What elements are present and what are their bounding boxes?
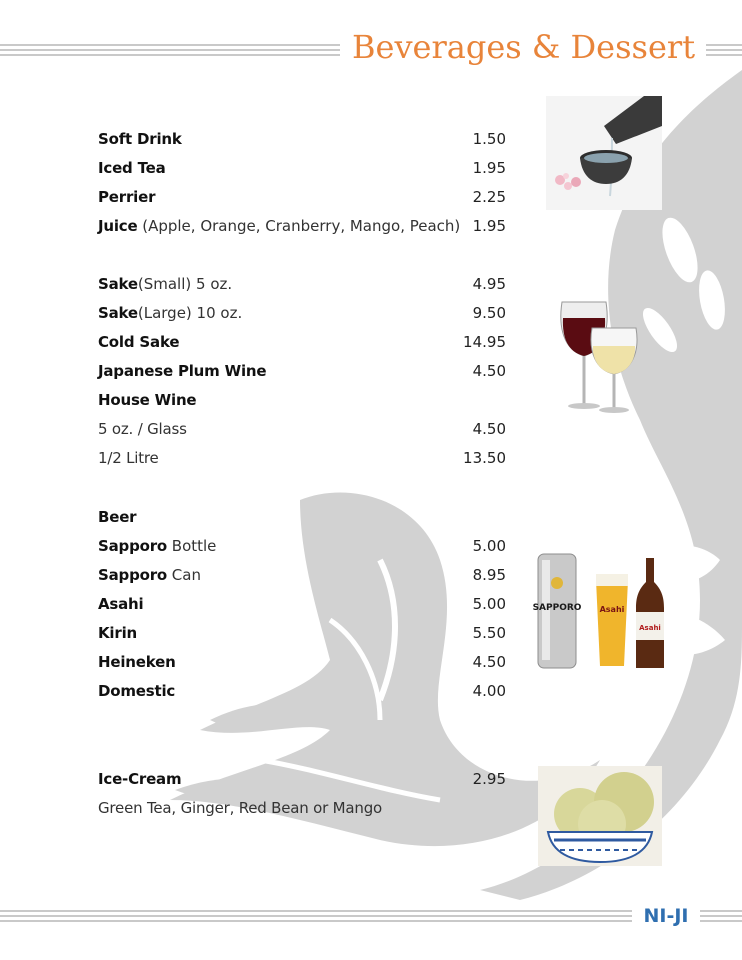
item-name: Heineken bbox=[98, 653, 176, 671]
item-price: 5.00 bbox=[472, 595, 506, 613]
item-price: 14.95 bbox=[463, 333, 506, 351]
menu-item bbox=[98, 214, 506, 238]
item-name: 1/2 Litre bbox=[98, 449, 159, 467]
item-note: (Small) 5 oz. bbox=[137, 275, 233, 293]
item-name: Asahi bbox=[98, 595, 144, 613]
menu-item bbox=[98, 534, 506, 558]
sake-photo bbox=[546, 96, 662, 210]
item-name: Ice-Cream bbox=[98, 770, 182, 788]
item-name: Sake bbox=[98, 275, 138, 293]
item-price: 4.50 bbox=[472, 362, 506, 380]
menu-item bbox=[98, 156, 506, 180]
menu-item bbox=[98, 563, 506, 587]
menu-item bbox=[98, 330, 506, 354]
menu-item bbox=[98, 359, 506, 383]
item-name: Japanese Plum Wine bbox=[98, 362, 267, 380]
section-heading bbox=[98, 505, 506, 529]
menu-item bbox=[98, 417, 506, 441]
header-rule-left bbox=[0, 44, 340, 56]
menu-item bbox=[98, 127, 506, 151]
menu-item bbox=[98, 650, 506, 674]
item-name: Beer bbox=[98, 508, 137, 526]
item-note: (Apple, Orange, Cranberry, Mango, Peach) bbox=[137, 217, 461, 235]
item-price: 4.50 bbox=[472, 653, 506, 671]
item-price: 5.50 bbox=[472, 624, 506, 642]
item-name: Perrier bbox=[98, 188, 156, 206]
menu-item bbox=[98, 767, 506, 791]
item-price: 4.50 bbox=[472, 420, 506, 438]
item-price: 1.50 bbox=[472, 130, 506, 148]
menu-item bbox=[98, 272, 506, 296]
beer-bottle-label: Asahi bbox=[639, 624, 661, 632]
menu-item bbox=[98, 679, 506, 703]
item-name: Iced Tea bbox=[98, 159, 166, 177]
item-price: 5.00 bbox=[472, 537, 506, 555]
item-name: House Wine bbox=[98, 391, 197, 409]
beer-can-label: SAPPORO bbox=[532, 603, 582, 613]
item-name: 5 oz. / Glass bbox=[98, 420, 187, 438]
beer-photo bbox=[512, 548, 670, 674]
item-price: 1.95 bbox=[472, 217, 506, 235]
item-name: Sapporo bbox=[98, 566, 168, 584]
menu-item bbox=[98, 388, 506, 412]
item-price: 8.95 bbox=[472, 566, 506, 584]
page-title: Beverages & Dessert bbox=[352, 28, 696, 66]
footer-rule-left bbox=[0, 910, 632, 922]
item-name: Cold Sake bbox=[98, 333, 180, 351]
item-name: Juice bbox=[98, 217, 138, 235]
wine-photo bbox=[556, 298, 642, 414]
item-name: Sapporo bbox=[98, 537, 168, 555]
item-name: Domestic bbox=[98, 682, 176, 700]
footer-rule-right bbox=[700, 910, 742, 922]
item-price: 1.95 bbox=[472, 159, 506, 177]
menu-item-description bbox=[98, 796, 506, 820]
ice-cream-photo bbox=[538, 766, 662, 866]
item-note: Can bbox=[167, 566, 201, 584]
item-note: (Large) 10 oz. bbox=[137, 304, 243, 322]
item-name: Green Tea, Ginger, Red Bean or Mango bbox=[98, 799, 383, 817]
item-price: 9.50 bbox=[472, 304, 506, 322]
beer-glass-label: Asahi bbox=[599, 605, 625, 614]
item-price: 2.95 bbox=[472, 770, 506, 788]
header-rule-right bbox=[706, 44, 742, 56]
menu-item bbox=[98, 621, 506, 645]
menu-item bbox=[98, 592, 506, 616]
item-name: Kirin bbox=[98, 624, 137, 642]
item-price: 13.50 bbox=[463, 449, 506, 467]
brand-logo: NI-JI bbox=[643, 905, 689, 927]
item-price: 4.00 bbox=[472, 682, 506, 700]
menu-item bbox=[98, 446, 506, 470]
item-price: 4.95 bbox=[472, 275, 506, 293]
item-name: Soft Drink bbox=[98, 130, 182, 148]
item-name: Sake bbox=[98, 304, 138, 322]
item-note: Bottle bbox=[167, 537, 217, 555]
item-price: 2.25 bbox=[472, 188, 506, 206]
menu-item bbox=[98, 301, 506, 325]
menu-item bbox=[98, 185, 506, 209]
